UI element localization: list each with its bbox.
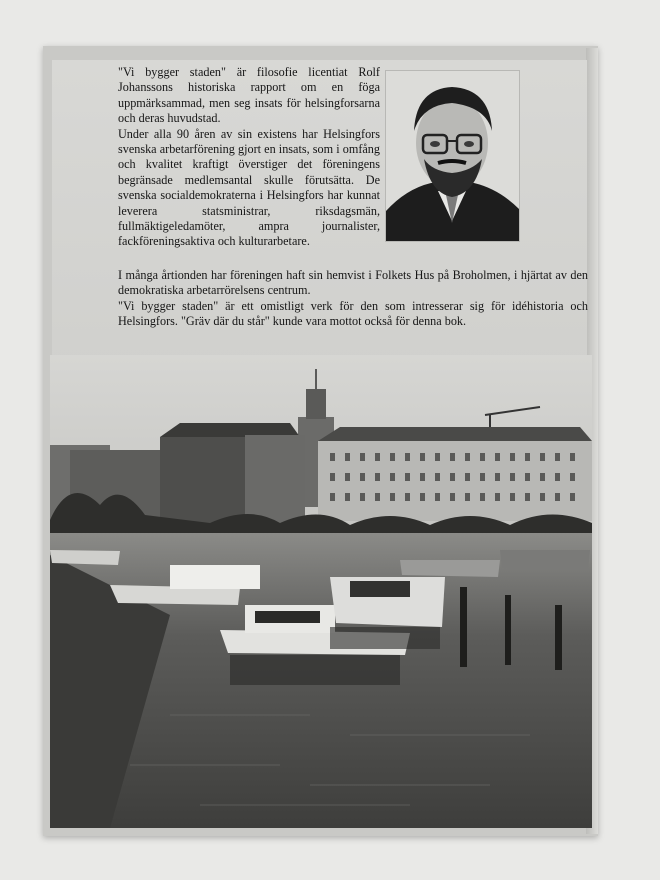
author-portrait (385, 70, 520, 242)
blurb-paragraph-2: Under alla 90 åren av sin existens har Helsingfors svenska arbetarförening gjort en insats, som i omfång och kvalitet kraftigt överstiger det föreningens begränsade medlemsantal skulle förutsätta. De svenska socialdemokraterna i Helsingfors har kunnat leverera statsministrar, riksdagsmän, fullmäktigeledamöter, ampra journalister, fackföreningsaktiva och kulturarbetare. (118, 126, 380, 249)
blurb-paragraph-1: "Vi bygger staden" är filosofie licentiat Rolf Johanssons historiska rapport om en föga uppmärksammad, men seg insats för helsingforsarna och deras huvudstad. (118, 65, 380, 126)
blurb-lower (118, 268, 588, 330)
harbour-photograph (50, 355, 592, 828)
blurb-upper (118, 65, 380, 250)
author-portrait-image (386, 71, 519, 241)
blurb-paragraph-3: I många årtionden har föreningen haft sin hemvist i Folkets Hus på Broholmen, i hjärtat av den demokratiska arbetarrörelsens centrum. (118, 268, 588, 298)
blurb-paragraph-4: "Vi bygger staden" är ett omistligt verk för den som intresserar sig för idéhistoria och Helsingfors. "Gräv där du står" kunde vara mottot också för denna bok. (118, 298, 588, 329)
harbour-photo-image (50, 355, 592, 828)
